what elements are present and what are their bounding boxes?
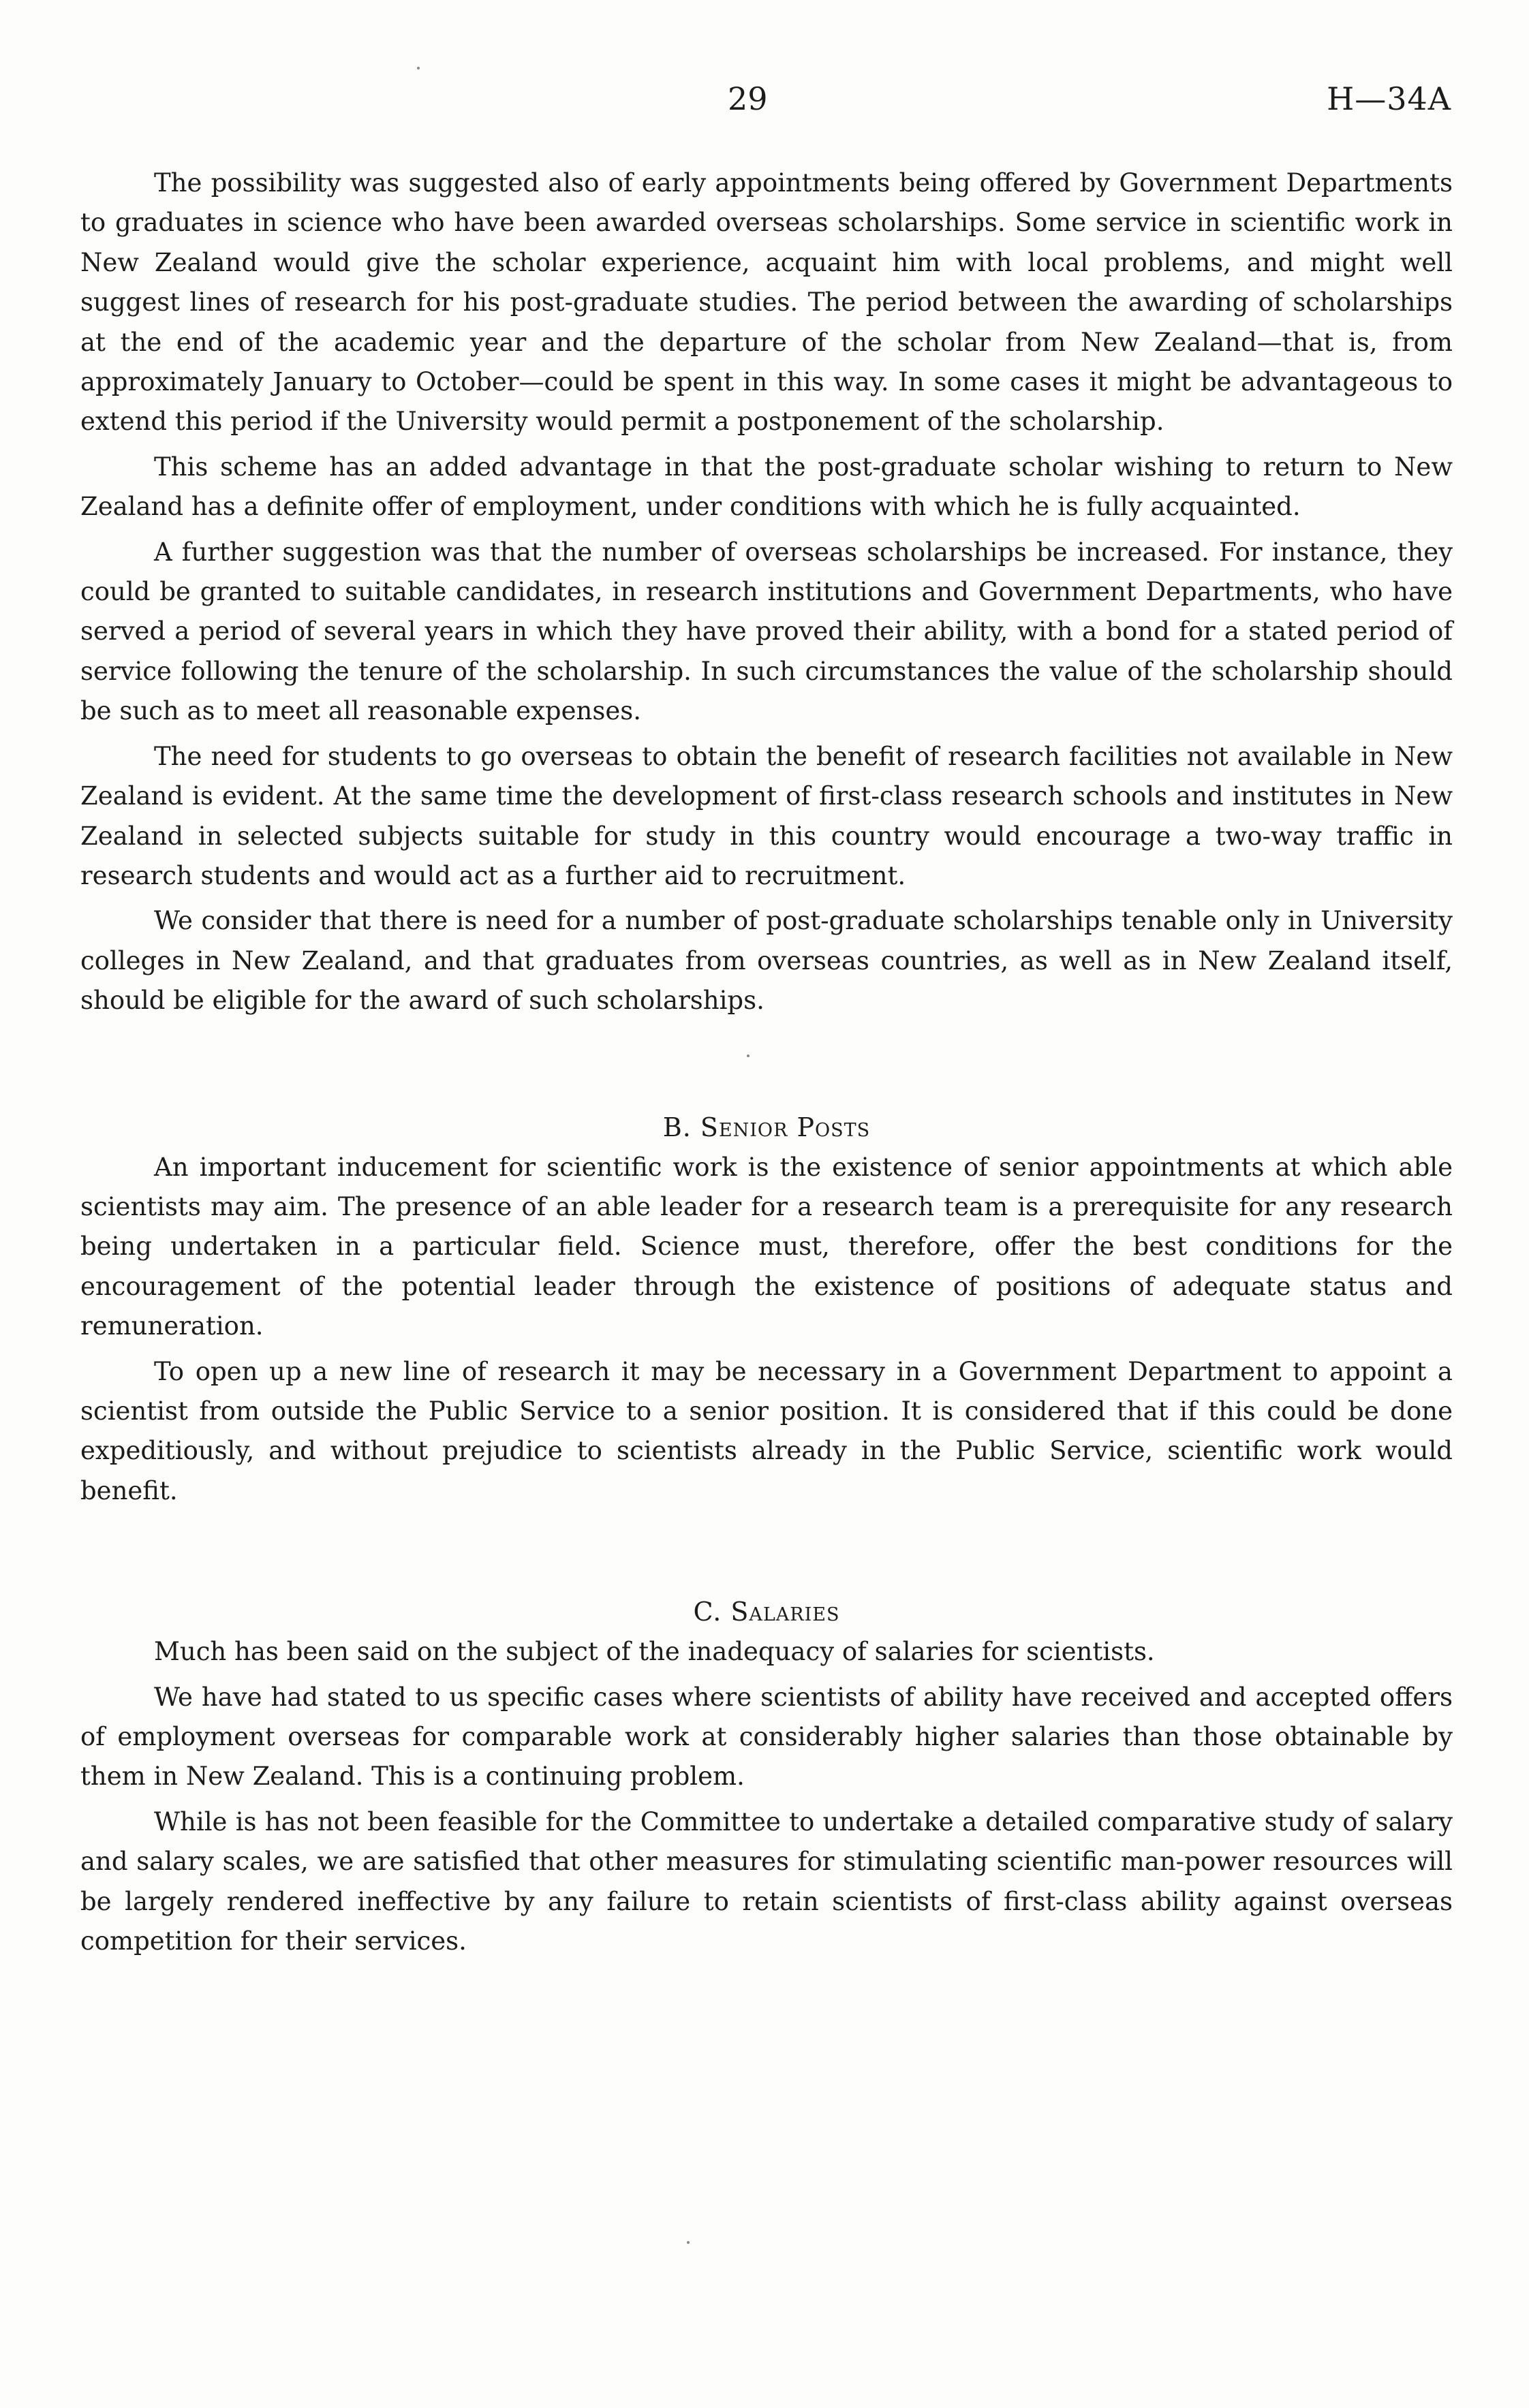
page-body <box>80 163 1453 1967</box>
paragraph: We have had stated to us specific cases where scientists of ability have received and accepted offers of employment overseas for comparable work at considerably higher salaries than those obtainable by them in New Zealand. This is a continuing problem. <box>80 1682 1453 1792</box>
section-gap <box>80 1516 1453 1591</box>
scan-speck <box>417 67 420 69</box>
page-number: 29 <box>728 80 768 117</box>
document-reference: H—34A <box>1327 80 1451 117</box>
paragraph: An important inducement for scientific work is the existence of senior appointments at which able scientists may aim. The presence of an able leader for a research team is a prerequisite for any research being undertaken in a particular field. Science must, therefore, offer the best conditions for the encouragement of the potential leader through the existence of positions of adequate status and remuneration. <box>80 1152 1453 1341</box>
section-heading-salaries: C. Salaries <box>693 1597 840 1627</box>
paragraph: The possibility was suggested also of early appointments being offered by Government Departments to graduates in science who have been awarded overseas scholarships. Some service in scientific work in New Zealand would give the scholar experience, acquaint him with local problems, and might well suggest lines of research for his post-graduate studies. The period between the awarding of scholarships at the end of the academic year and the departure of the scholar from New Zealand—that is, from approximately January to October—could be spent in this way. In some cases it might be advantageous to extend this period if the University would permit a postponement of the scholarship. <box>80 168 1453 437</box>
paragraph: Much has been said on the subject of the inadequacy of salaries for scientists. <box>154 1637 1155 1667</box>
paragraph: The need for students to go overseas to obtain the benefit of research facilities not available in New Zealand is evident. At the same time the development of first-class research schools and institutes in New Zealand in selected subjects suitable for study in this country would encourage a two-way traffic in research students and would act as a further aid to recruitment. <box>80 741 1453 890</box>
scan-speck <box>747 1054 750 1057</box>
paragraph: A further suggestion was that the number of overseas scholarships be increased. For instance, they could be granted to suitable candidates, in research institutions and Government Departments, who have served a period of several years in which they have proved their ability, with a bond for a stated period of service following the tenure of the scholarship. In such circumstances the value of the scholarship should be such as to meet all reasonable expenses. <box>80 537 1453 726</box>
scan-speck <box>687 2241 690 2244</box>
section-gap <box>80 1027 1453 1107</box>
paragraph: This scheme has an added advantage in that the post-graduate scholar wishing to return to New Zealand has a definite offer of employment, under conditions with which he is fully acquainted. <box>80 452 1453 522</box>
paragraph: To open up a new line of research it may be necessary in a Government Department to appoint a scientist from outside the Public Service to a senior position. It is considered that if this could be done expeditiously, and without prejudice to scientists already in the Public Service, scientific work would benefit. <box>80 1356 1453 1505</box>
paragraph: We consider that there is need for a number of post-graduate scholarships tenable only in University colleges in New Zealand, and that graduates from overseas countries, as well as in New Zealand itself, should be eligible for the award of such scholarships. <box>80 906 1453 1016</box>
paragraph: While is has not been feasible for the Committee to undertake a detailed comparative study of salary and salary scales, we are satisfied that other measures for stimulating scientific man-power resources will be largely rendered ineffective by any failure to retain scientists of first-class ability against overseas competition for their services. <box>80 1807 1453 1956</box>
section-heading-senior-posts: B. Senior Posts <box>662 1112 871 1142</box>
page-header <box>0 80 1529 135</box>
